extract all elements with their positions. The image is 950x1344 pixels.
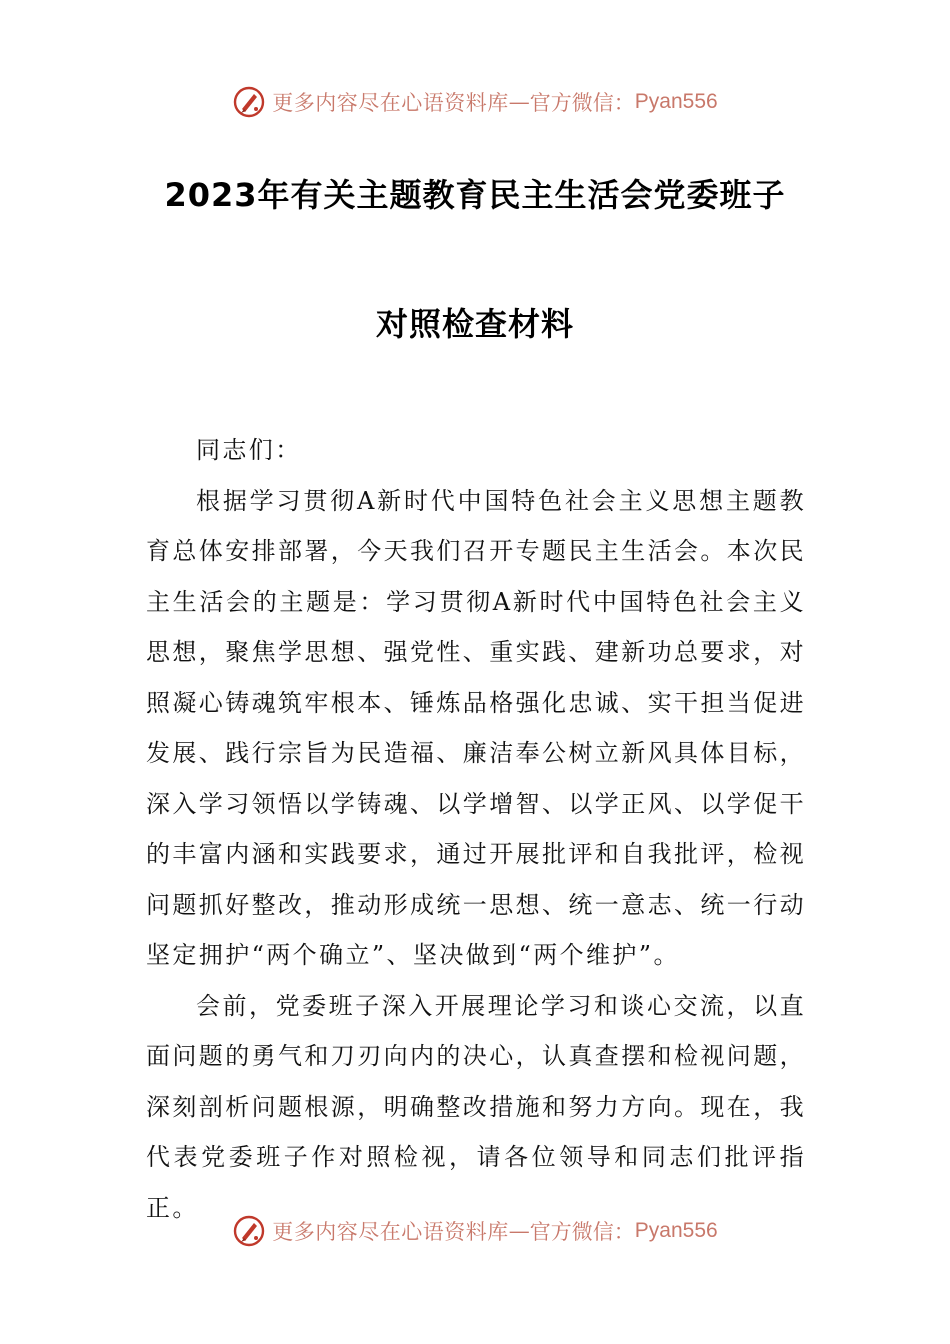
document-title-line2: 对照检查材料 bbox=[375, 305, 574, 343]
watermark-footer bbox=[0, 1211, 950, 1251]
pen-seal-icon bbox=[232, 85, 266, 119]
watermark-text: 更多内容尽在心语资料库 bbox=[272, 91, 509, 115]
watermark-header bbox=[0, 82, 950, 122]
document-title-line1: 2023年有关主题教育民主生活会党委班子 bbox=[164, 176, 786, 214]
watermark-separator: — bbox=[508, 1219, 530, 1243]
watermark-wechat-id: Pyan556 bbox=[634, 1219, 718, 1242]
watermark-wechat-label: 官方微信： bbox=[529, 1220, 635, 1244]
watermark-text: 更多内容尽在心语资料库 bbox=[272, 1220, 509, 1244]
watermark-wechat-label: 官方微信： bbox=[529, 91, 635, 115]
greeting-paragraph: 同志们： bbox=[196, 436, 302, 464]
body-paragraph: 根据学习贯彻A新时代中国特色社会主义思想主题教育总体安排部署，今天我们召开专题民主生活会。本次民主生活会的主题是：学习贯彻A新时代中国特色社会主义思想，聚焦学思想、强党性、重实践、建新功总要求，对照凝心铸魂筑牢根本、锤炼品格强化忠诚、实干担当促进发展、践行宗旨为民造福、廉洁奉公树立新风具体目标，深入学习领悟以学铸魂、以学增智、以学正风、以学促干的丰富内涵和实践要求，通过开展批评和自我批评，检视问题抓好整改，推动形成统一思想、统一意志、统一行动坚定拥护“两个确立”、坚决做到“两个维护”。 bbox=[146, 486, 806, 969]
pen-seal-icon bbox=[232, 1214, 266, 1248]
watermark-separator: — bbox=[508, 90, 530, 114]
watermark-wechat-id: Pyan556 bbox=[634, 90, 718, 113]
body-paragraph: 会前，党委班子深入开展理论学习和谈心交流，以直面问题的勇气和刀刃向内的决心，认真查摆和检视问题，深刻剖析问题根源，明确整改措施和努力方向。现在，我代表党委班子作对照检视，请各位领导和同志们批评指正。 bbox=[146, 991, 806, 1222]
document-body bbox=[146, 425, 806, 1233]
